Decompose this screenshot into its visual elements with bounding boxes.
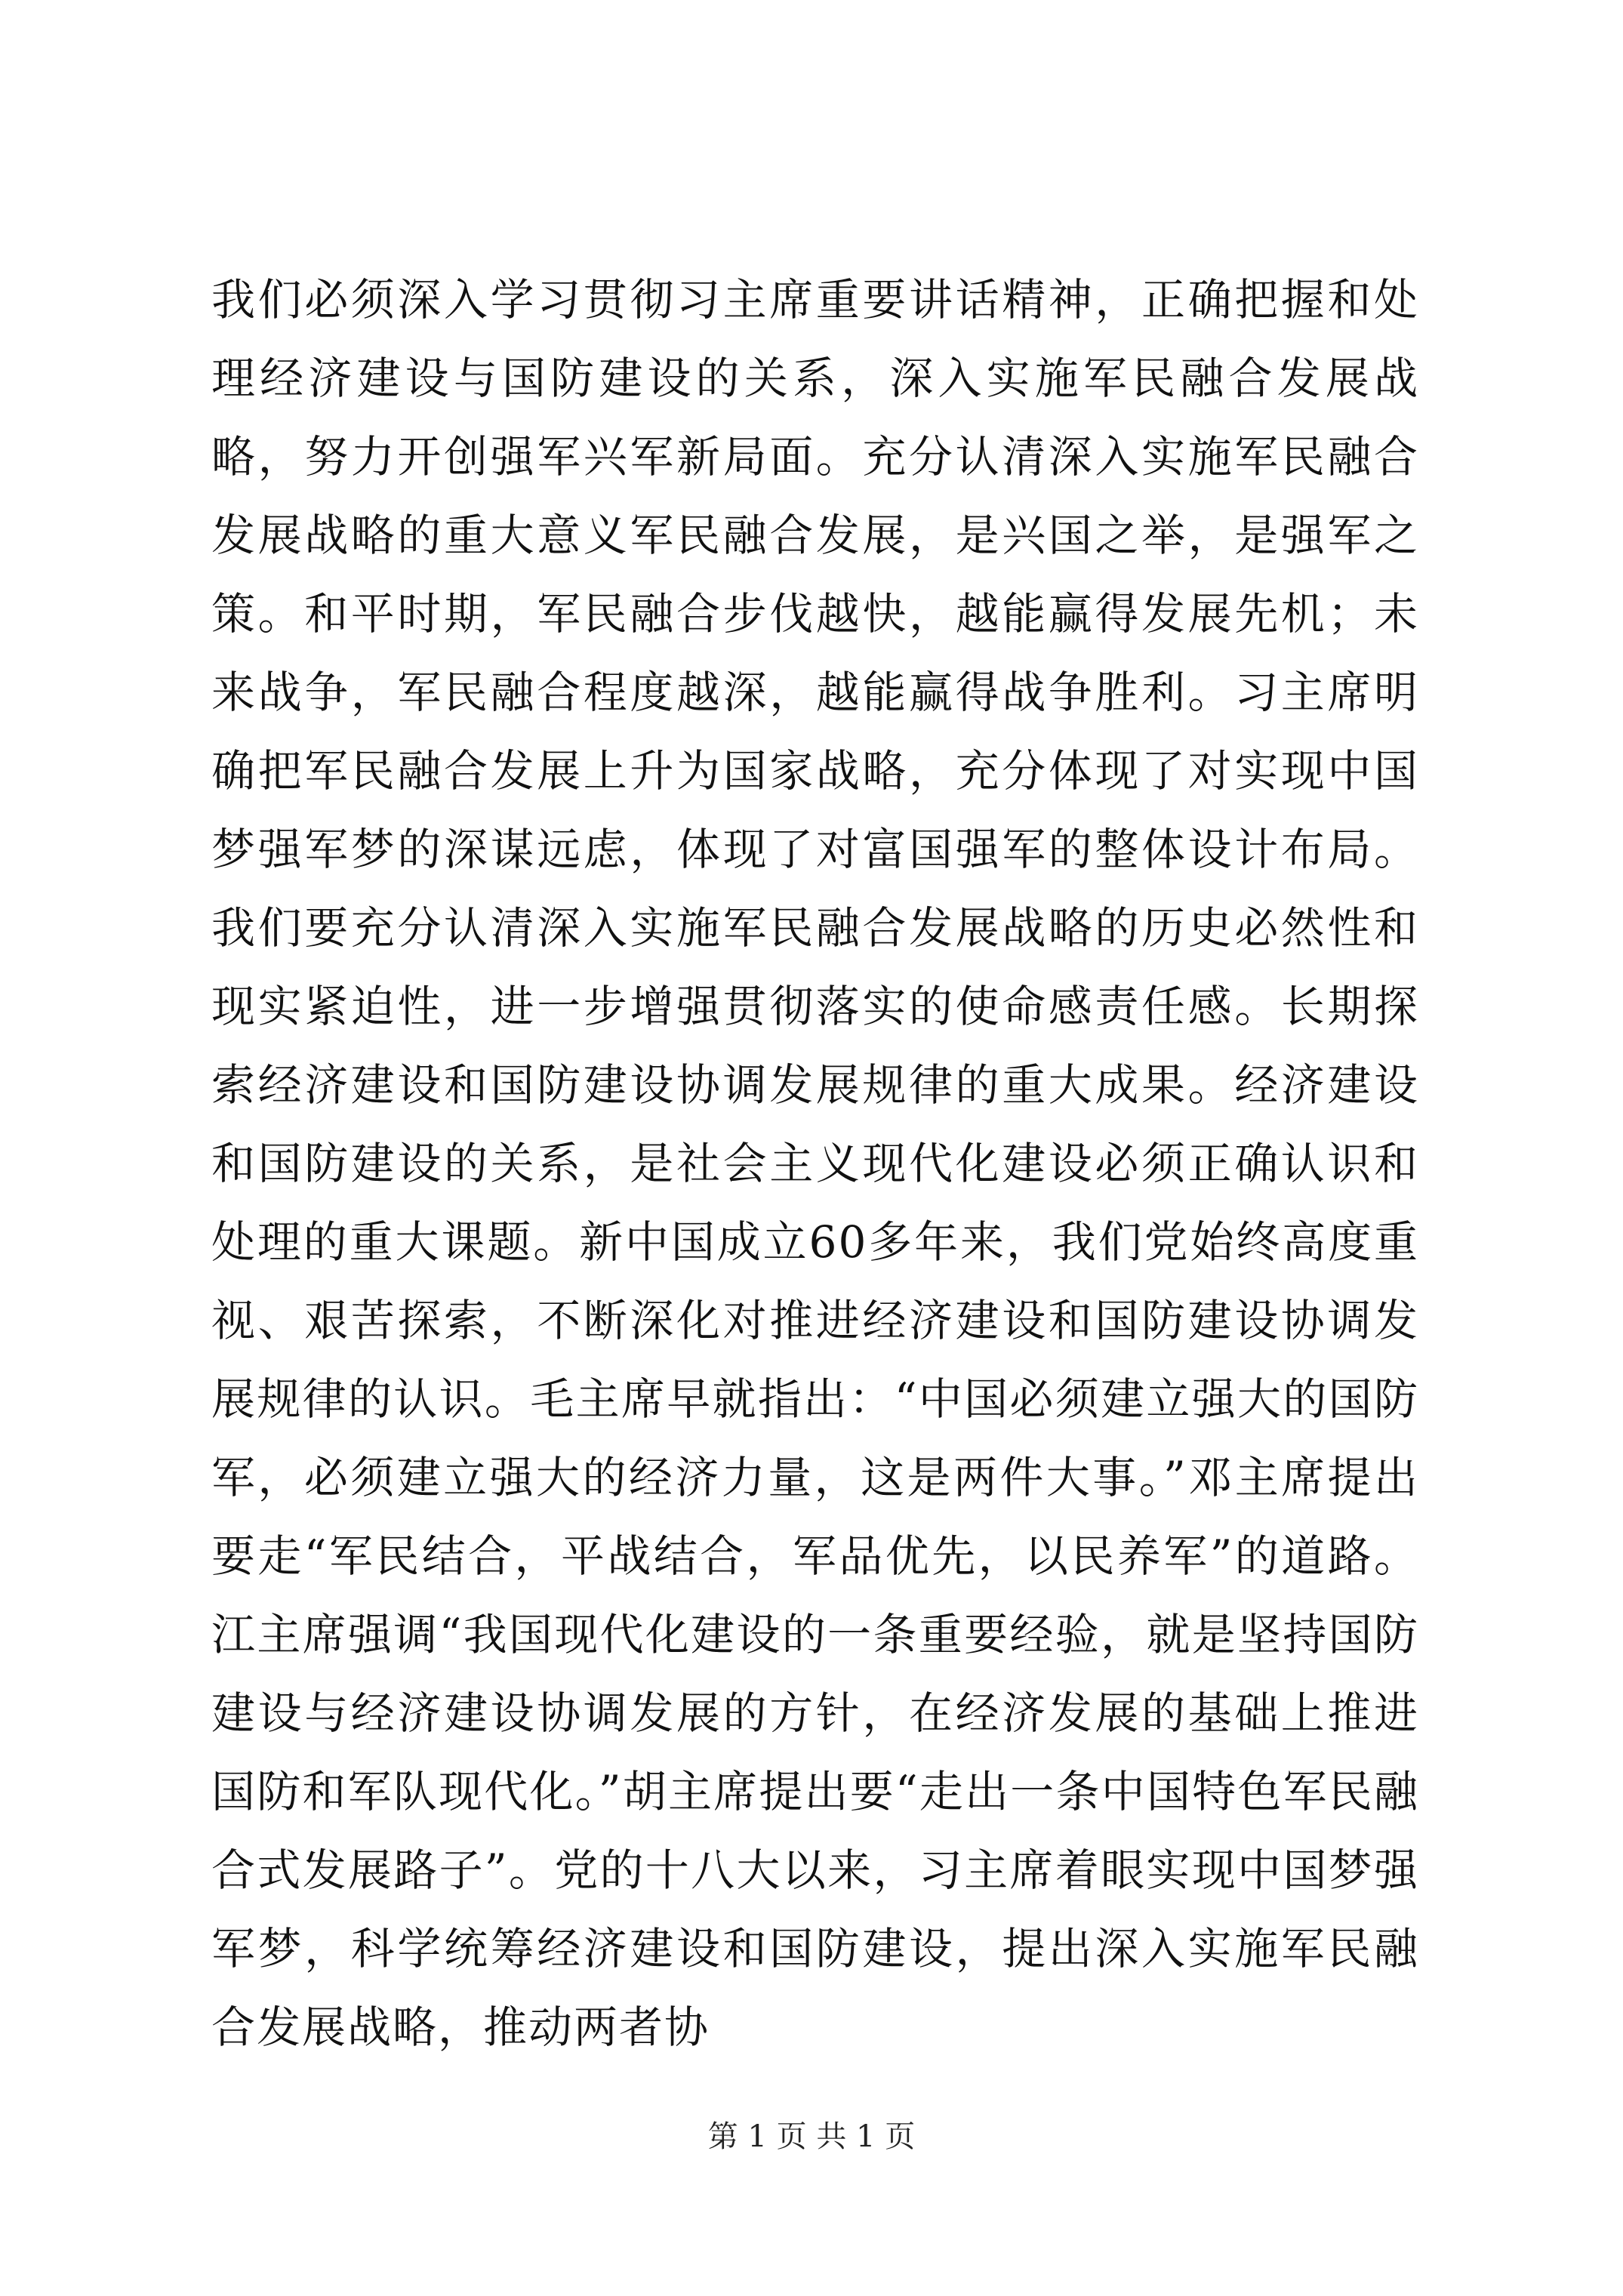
body-paragraph: 我们必须深入学习贯彻习主席重要讲话精神，正确把握和处理经济建设与国防建设的关系，深入实施军民融合发展战略，努力开创强军兴军新局面。充分认清深入实施军民融合发展战略的重大意义军民融合发展，是兴国之举，是强军之策。和平时期，军民融合步伐越快，越能赢得发展先机；未来战争，军民融合程度越深，越能赢得战争胜利。习主席明确把军民融合发展上升为国家战略，充分体现了对实现中国梦强军梦的深谋远虑，体现了对富国强军的整体设计布局。我们要充分认清深入实施军民融合发展战略的历史必然性和现实紧迫性，进一步增强贯彻落实的使命感责任感。长期探索经济建设和国防建设协调发展规律的重大成果。经济建设和国防建设的关系，是社会主义现代化建设必须正确认识和处理的重大课题。新中国成立60多年来，我们党始终高度重视、艰苦探索，不断深化对推进经济建设和国防建设协调发展规律的认识。毛主席早就指出：“中国必须建立强大的国防军，必须建立强大的经济力量，这是两件大事。”邓主席提出要走“军民结合，平战结合，军品优先，以民养军”的道路。江主席强调“我国现代化建设的一条重要经验，就是坚持国防建设与经济建设协调发展的方针，在经济发展的基础上推进国防和军队现代化。”胡主席提出要“走出一条中国特色军民融合式发展路子”。党的十八大以来，习主席着眼实现中国梦强军梦，科学统筹经济建设和国防建设，提出深入实施军民融合发展战略，推动两者协	[211, 274, 1419, 2053]
page-footer: 第 1 页 共 1 页	[707, 2119, 916, 2154]
